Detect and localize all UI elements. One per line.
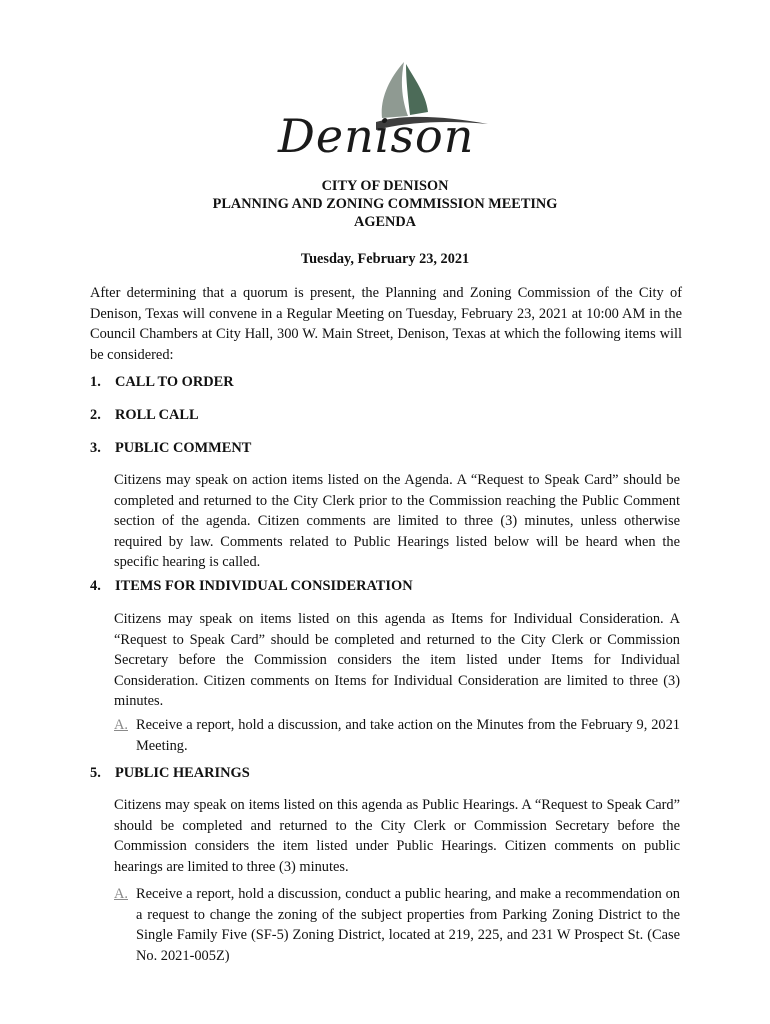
agenda-item-3 — [90, 440, 251, 457]
subitem-letter-link[interactable]: A. — [114, 886, 128, 902]
intro-paragraph: After determining that a quorum is present, the Planning and Zoning Commission of the City of Denison, Texas will convene in a Regular Meeting on Tuesday, February 23, 2021 at 10:00 AM in the Council Chambers at City Hall, 300 W. Main Street, Denison, Texas at which the following items will be considered: — [90, 285, 682, 363]
item-number: 5. — [90, 765, 101, 781]
item-title: PUBLIC COMMENT — [115, 440, 252, 456]
public-comment-text: Citizens may speak on action items listed on the Agenda. A “Request to Speak Card” should be completed and returned to the City Clerk prior to the Commission reaching the Public Comment section of the agenda. Citizen comments are limited to three (3) minutes, unless otherwise required by law. Comments related to Public Hearings listed below will be heard when the specific hearing is called. — [114, 472, 680, 570]
item-title: PUBLIC HEARINGS — [115, 765, 250, 781]
item-number: 2. — [90, 407, 101, 423]
subitem-letter-link[interactable]: A. — [114, 717, 128, 733]
item-title: ROLL CALL — [115, 407, 199, 423]
subitem-text: Receive a report, hold a discussion, and take action on the Minutes from the February 9, 2021 Meeting. — [136, 717, 680, 754]
item-number: 1. — [90, 374, 101, 390]
city-name: CITY OF DENISON — [321, 178, 449, 194]
agenda-item-5 — [90, 765, 250, 782]
meeting-date: Tuesday, February 23, 2021 — [300, 251, 470, 267]
logo-wordmark: Denison — [278, 109, 475, 163]
sail-logo-icon — [276, 60, 496, 168]
item-number: 4. — [90, 578, 101, 594]
individual-consideration-text: Citizens may speak on items listed on this agenda as Items for Individual Consideration. A “Request to Speak Card” should be completed and returned to the City Clerk or Commission Secretary before the Commission considers the item listed under Items for Individual Consideration. Citizen comments on Items for Individual Consideration are limited to three (3) minutes. — [114, 611, 680, 709]
agenda-subitem-4a — [114, 715, 680, 756]
agenda-title: AGENDA — [354, 214, 416, 230]
item-number: 3. — [90, 440, 101, 456]
denison-logo — [276, 60, 496, 168]
agenda-item-1 — [90, 374, 234, 391]
agenda-subitem-5a — [114, 884, 680, 966]
agenda-item-2 — [90, 407, 199, 424]
item-title: CALL TO ORDER — [115, 374, 234, 390]
public-hearings-text: Citizens may speak on items listed on this agenda as Public Hearings. A “Request to Speak Card” should be completed and returned to the City Clerk or Commission Secretary before the Commission considers the item listed under Public Hearings. Citizen comments on public hearings are limited to three (3) minutes. — [114, 797, 680, 875]
item-title: ITEMS FOR INDIVIDUAL CONSIDERATION — [115, 578, 413, 594]
subitem-text: Receive a report, hold a discussion, conduct a public hearing, and make a recommendation on a request to change the zoning of the subject properties from Parking Zoning District to the Single Family Five (SF-5) Zoning District, located at 219, 225, and 231 W Prospect St. (Case No. 2021-005Z) — [136, 886, 680, 964]
agenda-item-4 — [90, 578, 413, 595]
meeting-name: PLANNING AND ZONING COMMISSION MEETING — [212, 196, 558, 212]
